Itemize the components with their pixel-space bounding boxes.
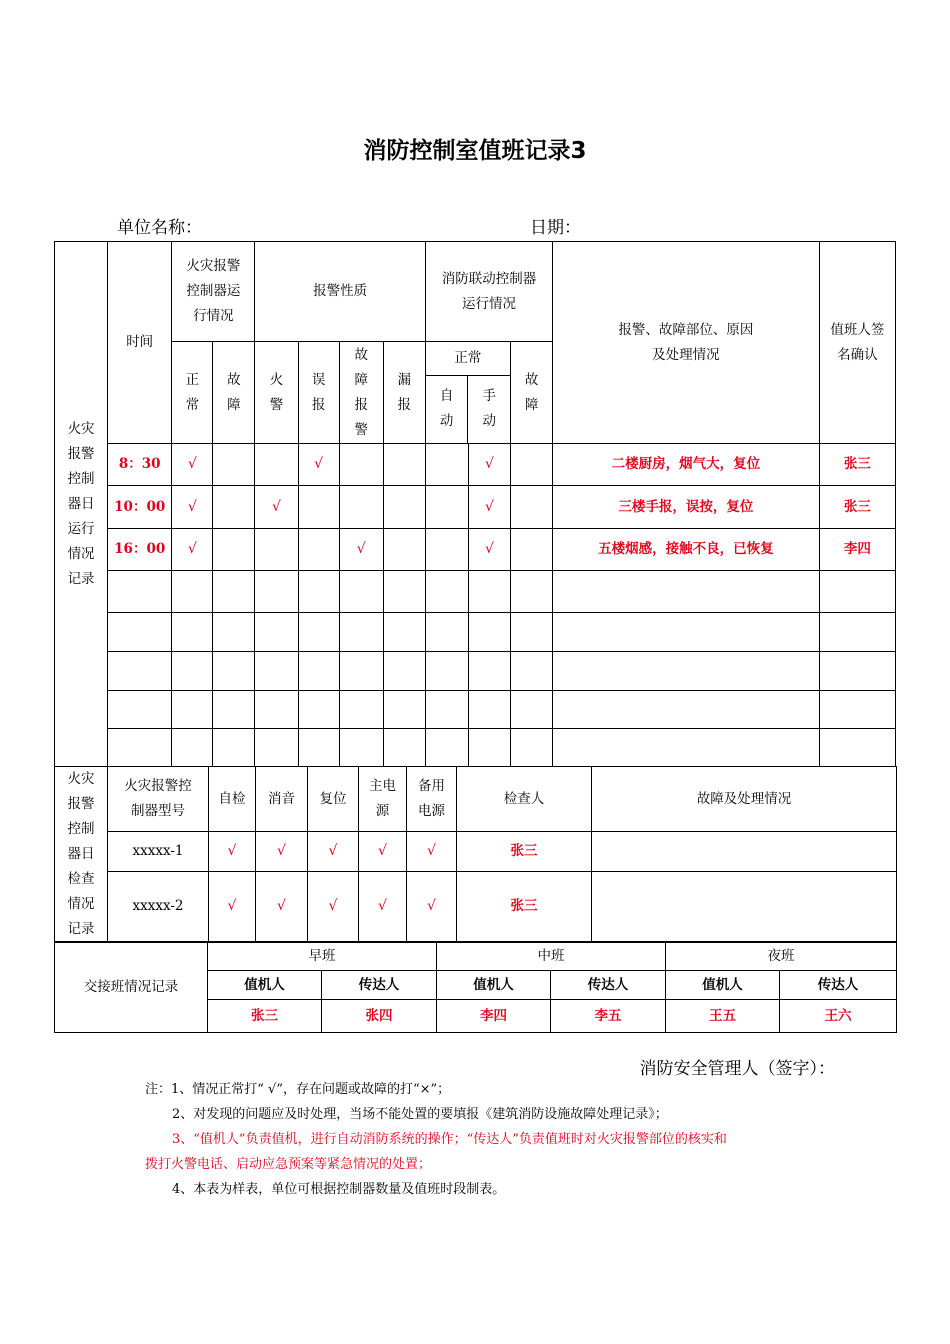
description-cell: 五楼烟感，接触不良，已恢复 [553,529,820,571]
empty-row [55,691,896,729]
name-cell: 李四 [437,1000,551,1033]
role-header: 传达人 [780,971,897,1000]
role-header: 传达人 [551,971,666,1000]
table-row [55,871,897,942]
empty-row [55,571,896,613]
note-line: 注：1、情况正常打“ √”，存在问题或故障的打“×”； [145,1082,451,1097]
check-cell: √ [172,529,213,571]
role-header: 值机人 [208,971,322,1000]
table-row [55,444,896,486]
check-cell [213,444,255,486]
signer-cell: 张三 [819,444,895,486]
signer-cell: 张三 [819,486,895,529]
linkage-controller-header: 消防联动控制器运行情况 [425,242,552,342]
check-cell [255,444,298,486]
note-line: 3、“值机人”负责值机，进行自动消防系统的操作；“传达人”负责值班时对火灾报警部位的核实和 [172,1132,727,1147]
check-cell: √ [255,486,298,529]
alarm-nature-header: 报警性质 [255,242,425,342]
date-label: 日期： [530,218,581,238]
check-cell: √ [256,871,308,942]
unit-name-label: 单位名称： [117,218,202,238]
check-cell [255,529,298,571]
daily-inspection-side-label: 火灾报警控制器日检查情况记录 [55,767,108,943]
check-cell: √ [468,486,510,529]
description-cell: 三楼手报，误按，复位 [553,486,820,529]
model-cell: xxxxx-1 [108,832,209,871]
morning-shift-header: 早班 [208,942,437,971]
check-cell: √ [298,444,339,486]
check-cell [339,444,383,486]
fault-header: 故障 [213,342,255,444]
check-cell [339,486,383,529]
empty-row [55,652,896,691]
note-line: 4、本表为样表，单位可根据控制器数量及值班时段制表。 [172,1182,506,1197]
table-row [55,486,896,529]
fire-alarm-header: 火警 [255,342,298,444]
check-cell [511,486,553,529]
check-cell: √ [209,832,256,871]
time-cell: 8：30 [108,444,172,486]
model-header: 火灾报警控制器型号 [108,767,209,832]
backup-power-header: 备用电源 [407,767,457,832]
description-cell: 二楼厨房，烟气大，复位 [553,444,820,486]
check-cell: √ [407,832,457,871]
location-header: 报警、故障部位、原因及处理情况 [553,242,820,444]
table-row [55,832,897,871]
name-cell: 王六 [780,1000,897,1033]
note-line: 2、对发现的问题应及时处理，当场不能处置的要填报《建筑消防设施故障处理记录》； [172,1107,668,1122]
check-cell [213,486,255,529]
name-cell: 张四 [322,1000,437,1033]
empty-row [55,613,896,652]
inspector-cell: 张三 [457,832,592,871]
night-shift-header: 夜班 [666,942,897,971]
auto-header: 自动 [426,376,469,443]
shift-handover-table [54,941,897,1033]
check-cell [425,444,468,486]
check-cell [511,529,553,571]
signer-header: 值班人签名确认 [819,242,895,444]
check-cell [383,444,425,486]
role-header: 值机人 [437,971,551,1000]
missed-alarm-header: 漏报 [383,342,425,444]
check-cell [383,486,425,529]
model-cell: xxxxx-2 [108,871,209,942]
check-cell: √ [339,529,383,571]
check-cell [213,529,255,571]
check-cell: √ [172,486,213,529]
daily-operation-table [54,241,896,767]
role-header: 值机人 [666,971,780,1000]
page-title: 消防控制室值班记录3 [363,138,587,164]
check-cell: √ [308,832,359,871]
time-header: 时间 [108,242,172,444]
check-cell [383,529,425,571]
time-cell: 16：00 [108,529,172,571]
name-cell: 王五 [666,1000,780,1033]
daily-inspection-table [54,766,897,943]
check-cell: √ [209,871,256,942]
daily-operation-side-label: 火灾报警控制器日运行情况记录 [55,242,108,767]
check-cell: √ [407,871,457,942]
note-line: 拨打火警电话、启动应急预案等紧急情况的处置； [145,1157,432,1172]
shift-handover-label: 交接班情况记录 [55,942,208,1033]
check-cell: √ [172,444,213,486]
linkage-normal-header: 正常 [426,342,510,376]
check-cell: √ [359,832,407,871]
check-cell [425,529,468,571]
table-row [55,529,896,571]
fault-alarm-header: 故障报警 [339,342,383,444]
role-header: 传达人 [322,971,437,1000]
linkage-fault-header: 故障 [511,342,553,444]
reset-header: 复位 [308,767,359,832]
inspector-cell: 张三 [457,871,592,942]
main-power-header: 主电源 [359,767,407,832]
check-cell: √ [468,444,510,486]
check-cell: √ [468,529,510,571]
time-cell: 10：00 [108,486,172,529]
check-cell [298,486,339,529]
false-alarm-header: 误报 [298,342,339,444]
check-cell: √ [256,832,308,871]
empty-row [55,729,896,767]
check-cell: √ [359,871,407,942]
check-cell [511,444,553,486]
mid-shift-header: 中班 [437,942,666,971]
manual-header: 手动 [482,388,496,429]
check-cell: √ [308,871,359,942]
fault-handling-cell [592,871,897,942]
inspector-header: 检查人 [457,767,592,832]
self-check-header: 自检 [209,767,256,832]
signer-cell: 李四 [819,529,895,571]
name-cell: 张三 [208,1000,322,1033]
safety-manager-signature-label: 消防安全管理人（签字）： [639,1059,835,1079]
controller-status-header: 火灾报警控制器运行情况 [172,242,255,342]
fault-handling-cell [592,832,897,871]
name-cell: 李五 [551,1000,666,1033]
mute-header: 消音 [256,767,308,832]
fault-handling-header: 故障及处理情况 [592,767,897,832]
check-cell [425,486,468,529]
normal-header: 正常 [172,342,213,444]
notes [145,1077,845,1202]
check-cell [298,529,339,571]
